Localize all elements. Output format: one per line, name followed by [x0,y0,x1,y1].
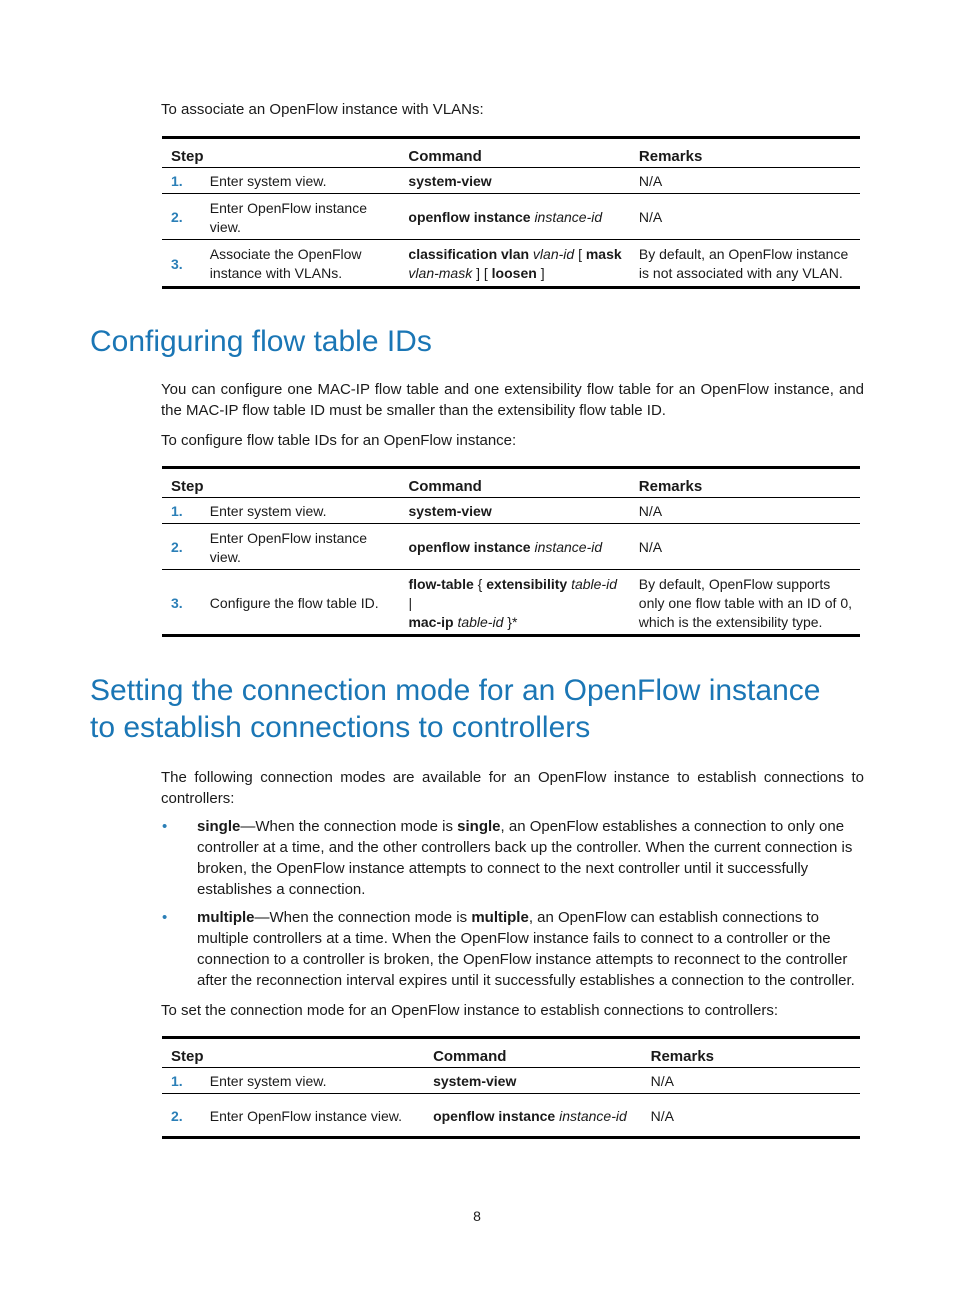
command-cell [399,524,629,570]
command-bracket: | [408,594,413,611]
step-text: Configure the flow table ID. [201,570,400,636]
command-keyword: mask [585,246,622,262]
command-cell [399,240,629,288]
command-keyword: mac-ip [408,613,454,630]
mode-description: , an OpenFlow can establish connections to multiple controllers at a time. When the OpenFlow instance fails to connect to a controller or the connection to a controller is broken, the OpenFlow instance attempts to reconnect to the controller after the reconnection interval expires until it successfully establishes a connection to the controller. [197,909,855,989]
remarks-cell: N/A [650,1073,674,1089]
command-keyword: extensibility [486,575,568,592]
remarks-cell: By default, an OpenFlow instance is not associated with any VLAN. [630,240,860,288]
table-row [162,1068,860,1094]
table-row [162,524,860,570]
mode-term: multiple [197,909,255,926]
header-command: Command [424,1038,642,1068]
header-command: Command [399,468,629,498]
step-number: 3. [162,240,201,288]
command-keyword: flow-table [408,575,474,592]
mode-description: , an OpenFlow establishes a connection to only one controller at a time, and the other controllers back up the controller. When the current connection is broken, the OpenFlow instance attempts to connect to the next controller until it successfully establishes a connection. [197,818,853,898]
command-keyword: system-view [408,173,492,189]
step-number: 1. [171,173,183,189]
remarks-cell: N/A [630,194,860,240]
command-keyword: openflow instance [408,539,531,555]
intro-text: To set the connection mode for an OpenFlow instance to establish connections to controllers: [161,1002,779,1019]
command-argument: instance-id [534,209,603,225]
bullet-icon: • [162,909,168,926]
step-text: Enter OpenFlow instance view. [201,524,400,570]
command-cell [424,1068,642,1094]
command-argument: vlan-id [532,246,575,262]
list-item [161,816,864,900]
command-keyword: loosen [491,265,537,281]
remarks-cell: By default, OpenFlow supports only one flow table with an ID of 0, which is the extensibility type. [630,570,860,636]
remarks-cell: N/A [638,173,663,189]
step-number: 3. [162,570,201,636]
step-text: Enter system view. [209,1073,327,1089]
command-argument: instance-id [559,1107,627,1124]
mode-lead: —When the connection mode is [240,818,458,835]
list-item [161,907,864,991]
table-row [162,240,860,288]
section-heading-flow-table: Configuring flow table IDs [90,325,432,358]
command-keyword: system-view [408,503,492,519]
command-argument: table-id [457,613,504,630]
step-number: 1. [171,503,183,519]
step-text: Associate the OpenFlow instance with VLANs. [201,240,400,288]
header-step: Step [162,138,399,168]
command-cell [399,498,629,524]
step-number: 2. [162,524,201,570]
command-argument: table-id [571,575,617,592]
flow-table-id-table [162,466,860,637]
remarks-cell: N/A [638,503,663,519]
header-remarks: Remarks [630,468,860,498]
body-paragraph: You can configure one MAC-IP flow table and one extensibility flow table for an OpenFlow instance, and the MAC-IP flow table ID must be smaller than the extensibility flow table ID. [161,381,864,419]
table-header-row [162,138,860,168]
table-row [162,570,860,636]
connection-mode-table [162,1036,860,1139]
header-remarks: Remarks [642,1038,860,1068]
intro-text: To configure flow table IDs for an OpenFlow instance: [161,432,517,449]
table-row [162,194,860,240]
step-number: 2. [162,194,201,240]
page-number: 8 [473,1208,481,1224]
command-bracket: ] [540,265,545,281]
table-row [162,168,860,194]
remarks-cell: N/A [642,1094,860,1138]
command-bracket: [ [578,246,582,262]
command-cell [399,570,629,636]
command-argument: vlan-mask [408,265,473,281]
header-step: Step [162,468,399,498]
table-header-row [162,468,860,498]
step-number: 2. [162,1094,201,1138]
command-cell [424,1094,642,1138]
vlan-association-table [162,136,860,289]
table-row [162,1094,860,1138]
step-text: Enter OpenFlow instance view. [201,194,400,240]
section-heading-connection-mode: Setting the connection mode for an OpenFlow instance to establish connections to controllers [90,674,821,744]
table-header-row [162,1038,860,1068]
mode-term: single [457,818,501,835]
step-text: Enter system view. [209,173,327,189]
remarks-cell: N/A [630,524,860,570]
step-text: Enter system view. [209,503,327,519]
header-step: Step [162,1038,424,1068]
bullet-icon: • [162,818,168,835]
table-row [162,498,860,524]
mode-lead: —When the connection mode is [254,909,472,926]
command-argument: instance-id [534,539,603,555]
command-keyword: system-view [433,1073,517,1089]
command-keyword: openflow instance [433,1107,556,1124]
command-cell [399,194,629,240]
connection-mode-list [161,816,864,998]
step-number: 1. [171,1073,183,1089]
header-command: Command [399,138,629,168]
command-cell [399,168,629,194]
step-text: Enter OpenFlow instance view. [201,1094,424,1138]
command-bracket: { [477,575,483,592]
command-bracket: }* [507,613,518,630]
mode-term: multiple [471,909,529,926]
command-keyword: classification vlan [408,246,530,262]
mode-term: single [197,818,241,835]
intro-text: To associate an OpenFlow instance with VLANs: [161,101,484,118]
body-paragraph: The following connection modes are available for an OpenFlow instance to establish connections to controllers: [161,769,864,807]
header-remarks: Remarks [630,138,860,168]
command-keyword: openflow instance [408,209,531,225]
command-bracket: ] [ [476,265,488,281]
